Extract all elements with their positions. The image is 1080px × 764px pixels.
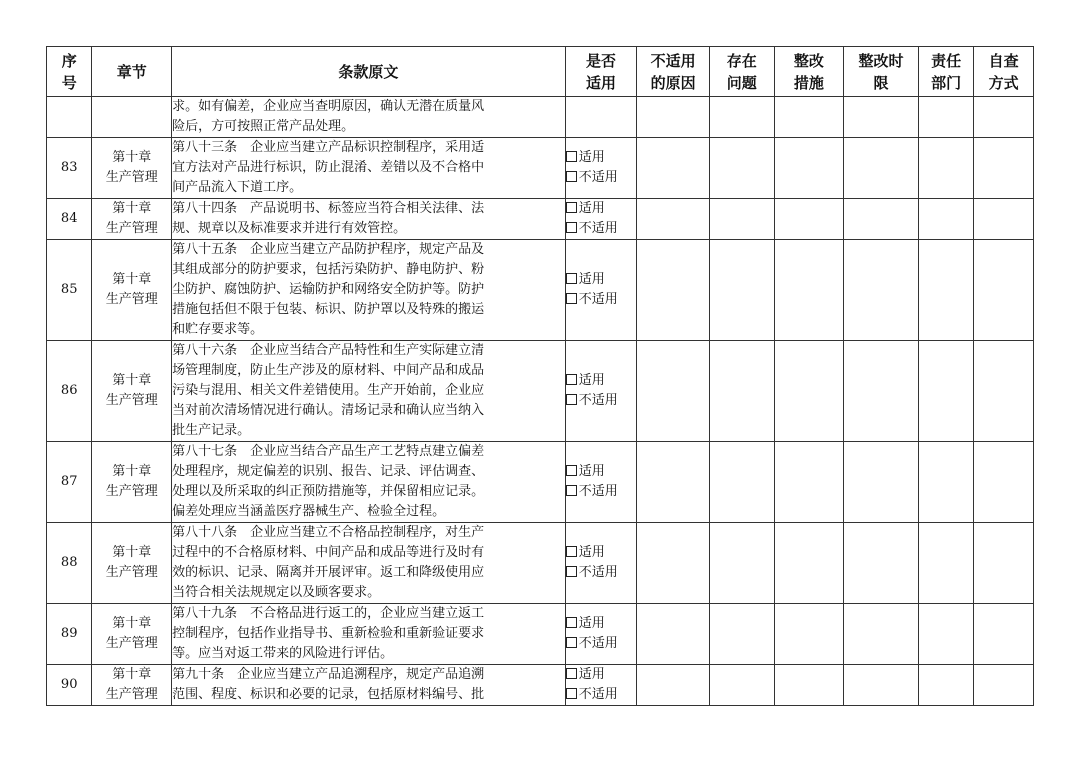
header-chapter: 章节 [92, 47, 172, 97]
cell-method[interactable] [974, 442, 1034, 523]
clause-line: 控制程序，包括作业指导书、重新检验和重新验证要求 [172, 626, 485, 641]
cell-clause [172, 442, 566, 523]
applicable-label: 适用 [578, 667, 605, 682]
cell-measures[interactable] [774, 442, 844, 523]
clause-line: 第八十六条 企业应当结合产品特性和生产实际建立清 [172, 343, 485, 358]
cell-deadline[interactable] [844, 341, 919, 442]
chapter-line: 生产管理 [105, 565, 158, 580]
cell-applicable [565, 97, 637, 138]
header-reason: 不适用 的原因 [637, 47, 710, 97]
cell-measures[interactable] [774, 240, 844, 341]
clause-line: 污染与混用、相关文件差错使用。生产开始前，企业应 [172, 383, 485, 398]
not-applicable-checkbox[interactable] [566, 222, 577, 233]
continuation-row [47, 97, 1034, 138]
cell-chapter [92, 665, 172, 706]
chapter-line: 生产管理 [105, 170, 158, 185]
cell-dept[interactable] [918, 240, 974, 341]
cell-clause: 求。如有偏差，企业应当查明原因，确认无潜在质量风 险后，方可按照正常产品处理。 [172, 97, 566, 138]
applicable-option[interactable] [566, 614, 637, 634]
table-row [47, 138, 1034, 199]
cell-dept[interactable] [918, 442, 974, 523]
clause-line: 过程中的不合格原材料、中间产品和成品等进行及时有 [172, 545, 485, 560]
applicable-checkbox[interactable] [566, 202, 577, 213]
applicable-label: 适用 [578, 616, 605, 631]
self-check-table [46, 46, 1034, 706]
cell-measures[interactable] [774, 523, 844, 604]
not-applicable-checkbox[interactable] [566, 566, 577, 577]
cell-chapter [92, 138, 172, 199]
not-applicable-checkbox[interactable] [566, 171, 577, 182]
not-applicable-label: 不适用 [578, 221, 618, 236]
table-row [47, 442, 1034, 523]
cell-num: 83 [47, 138, 92, 199]
clause-line: 第八十九条 不合格品进行返工的，企业应当建立返工 [172, 606, 485, 621]
cell-num: 86 [47, 341, 92, 442]
cell-reason[interactable] [637, 97, 710, 138]
cell-deadline[interactable] [844, 97, 919, 138]
header-dept: 责任 部门 [918, 47, 974, 97]
cell-issues[interactable] [710, 97, 775, 138]
cell-applicable [565, 442, 637, 523]
cell-measures[interactable] [774, 97, 844, 138]
not-applicable-option[interactable] [566, 219, 637, 239]
cell-issues[interactable] [710, 604, 775, 665]
cell-method[interactable] [974, 604, 1034, 665]
cell-deadline[interactable] [844, 240, 919, 341]
chapter-line: 第十章 [112, 667, 152, 682]
cell-issues[interactable] [710, 442, 775, 523]
applicable-option[interactable] [566, 543, 637, 563]
cell-dept[interactable] [918, 523, 974, 604]
cell-measures[interactable] [774, 341, 844, 442]
applicable-checkbox[interactable] [566, 374, 577, 385]
cell-dept[interactable] [918, 97, 974, 138]
applicable-label: 适用 [578, 464, 605, 479]
not-applicable-label: 不适用 [578, 170, 618, 185]
cell-applicable [565, 665, 637, 706]
chapter-line: 生产管理 [105, 292, 158, 307]
applicable-label: 适用 [578, 201, 605, 216]
table-row [47, 665, 1034, 706]
applicable-option[interactable] [566, 462, 637, 482]
cell-applicable [565, 138, 637, 199]
chapter-line: 第十章 [112, 616, 152, 631]
cell-chapter [92, 604, 172, 665]
applicable-label: 适用 [578, 373, 605, 388]
cell-measures[interactable] [774, 199, 844, 240]
cell-chapter [92, 97, 172, 138]
cell-reason[interactable] [637, 442, 710, 523]
header-deadline: 整改时 限 [844, 47, 919, 97]
cell-clause [172, 665, 566, 706]
clause-line: 范围、程度、标识和必要的记录，包括原材料编号、批 [172, 687, 485, 702]
not-applicable-label: 不适用 [578, 636, 618, 651]
not-applicable-label: 不适用 [578, 393, 618, 408]
table-row [47, 199, 1034, 240]
not-applicable-checkbox[interactable] [566, 637, 577, 648]
not-applicable-checkbox[interactable] [566, 485, 577, 496]
cell-num: 87 [47, 442, 92, 523]
cell-reason[interactable] [637, 604, 710, 665]
applicable-checkbox[interactable] [566, 617, 577, 628]
cell-reason[interactable] [637, 341, 710, 442]
header-clause: 条款原文 [172, 47, 566, 97]
header-applicable: 是否 适用 [565, 47, 637, 97]
cell-reason[interactable] [637, 665, 710, 706]
applicable-label: 适用 [578, 545, 605, 560]
cell-deadline[interactable] [844, 604, 919, 665]
header-seq: 序 号 [47, 47, 92, 97]
not-applicable-option[interactable] [566, 634, 637, 654]
applicable-checkbox[interactable] [566, 465, 577, 476]
cell-method[interactable] [974, 341, 1034, 442]
applicable-option[interactable] [566, 270, 637, 290]
applicable-label: 适用 [578, 150, 605, 165]
chapter-line: 生产管理 [105, 221, 158, 236]
applicable-checkbox[interactable] [566, 273, 577, 284]
cell-num [47, 97, 92, 138]
clause-line: 等。应当对返工带来的风险进行评估。 [172, 646, 394, 661]
chapter-line: 第十章 [112, 545, 152, 560]
chapter-line: 生产管理 [105, 484, 158, 499]
cell-method[interactable] [974, 665, 1034, 706]
cell-method[interactable] [974, 97, 1034, 138]
cell-deadline[interactable] [844, 199, 919, 240]
cell-reason[interactable] [637, 138, 710, 199]
cell-issues[interactable] [710, 199, 775, 240]
applicable-option[interactable] [566, 148, 637, 168]
clause-line: 措施包括但不限于包装、标识、防护罩以及特殊的搬运 [172, 302, 485, 317]
cell-issues[interactable] [710, 138, 775, 199]
not-applicable-option[interactable] [566, 168, 637, 188]
cell-issues[interactable] [710, 240, 775, 341]
cell-reason[interactable] [637, 199, 710, 240]
not-applicable-checkbox[interactable] [566, 293, 577, 304]
cell-clause [172, 138, 566, 199]
cell-applicable [565, 341, 637, 442]
not-applicable-option[interactable] [566, 290, 637, 310]
cell-applicable [565, 604, 637, 665]
applicable-checkbox[interactable] [566, 546, 577, 557]
applicable-option[interactable] [566, 665, 637, 685]
cell-deadline[interactable] [844, 138, 919, 199]
cell-chapter [92, 199, 172, 240]
not-applicable-option[interactable] [566, 482, 637, 502]
clause-line: 场管理制度，防止生产涉及的原材料、中间产品和成品 [172, 363, 485, 378]
chapter-line: 生产管理 [105, 636, 158, 651]
cell-method[interactable] [974, 199, 1034, 240]
cell-chapter [92, 240, 172, 341]
cell-measures[interactable] [774, 604, 844, 665]
cell-dept[interactable] [918, 665, 974, 706]
header-row [47, 47, 1034, 97]
not-applicable-option[interactable] [566, 391, 637, 411]
cell-num: 84 [47, 199, 92, 240]
chapter-line: 第十章 [112, 373, 152, 388]
cell-deadline[interactable] [844, 442, 919, 523]
cell-method[interactable] [974, 240, 1034, 341]
clause-line: 当符合相关法规规定以及顾客要求。 [172, 585, 381, 600]
not-applicable-label: 不适用 [578, 565, 618, 580]
cell-dept[interactable] [918, 604, 974, 665]
not-applicable-option[interactable] [566, 685, 637, 705]
cell-deadline[interactable] [844, 523, 919, 604]
clause-line: 第八十四条 产品说明书、标签应当符合相关法律、法 [172, 201, 485, 216]
not-applicable-label: 不适用 [578, 484, 618, 499]
table-row [47, 604, 1034, 665]
clause-line: 宜方法对产品进行标识，防止混淆、差错以及不合格中 [172, 160, 485, 175]
clause-line: 第八十七条 企业应当结合产品生产工艺特点建立偏差 [172, 444, 485, 459]
chapter-line: 第十章 [112, 464, 152, 479]
cell-clause [172, 199, 566, 240]
clause-line: 处理以及所采取的纠正预防措施等，并保留相应记录。 [172, 484, 485, 499]
cell-num: 90 [47, 665, 92, 706]
clause-line: 第八十八条 企业应当建立不合格品控制程序，对生产 [172, 525, 485, 540]
table-row [47, 341, 1034, 442]
header-method: 自查 方式 [974, 47, 1034, 97]
clause-line: 和贮存要求等。 [172, 322, 264, 337]
cell-chapter [92, 341, 172, 442]
chapter-line: 生产管理 [105, 393, 158, 408]
cell-clause [172, 604, 566, 665]
applicable-checkbox[interactable] [566, 668, 577, 679]
clause-line: 规、规章以及标准要求并进行有效管控。 [172, 221, 407, 236]
cell-num: 88 [47, 523, 92, 604]
header-measures: 整改 措施 [774, 47, 844, 97]
clause-line: 效的标识、记录、隔离并开展评审。返工和降级使用应 [172, 565, 485, 580]
cell-dept[interactable] [918, 341, 974, 442]
applicable-label: 适用 [578, 272, 605, 287]
applicable-option[interactable] [566, 199, 637, 219]
applicable-checkbox[interactable] [566, 151, 577, 162]
not-applicable-label: 不适用 [578, 292, 618, 307]
clause-line: 批生产记录。 [172, 423, 251, 438]
cell-clause [172, 341, 566, 442]
not-applicable-option[interactable] [566, 563, 637, 583]
cell-applicable [565, 199, 637, 240]
clause-line: 处理程序，规定偏差的识别、报告、记录、评估调查、 [172, 464, 485, 479]
cell-issues[interactable] [710, 665, 775, 706]
cell-applicable [565, 523, 637, 604]
clause-line: 第八十三条 企业应当建立产品标识控制程序，采用适 [172, 140, 485, 155]
cell-chapter [92, 523, 172, 604]
applicable-option[interactable] [566, 371, 637, 391]
cell-num: 89 [47, 604, 92, 665]
cell-reason[interactable] [637, 240, 710, 341]
cell-method[interactable] [974, 138, 1034, 199]
cell-num: 85 [47, 240, 92, 341]
table-row [47, 523, 1034, 604]
cell-method[interactable] [974, 523, 1034, 604]
chapter-line: 生产管理 [105, 687, 158, 702]
clause-line: 第九十条 企业应当建立产品追溯程序，规定产品追溯 [172, 667, 485, 682]
cell-dept[interactable] [918, 138, 974, 199]
clause-line: 间产品流入下道工序。 [172, 180, 303, 195]
not-applicable-checkbox[interactable] [566, 394, 577, 405]
clause-line: 偏差处理应当涵盖医疗器械生产、检验全过程。 [172, 504, 446, 519]
not-applicable-label: 不适用 [578, 687, 618, 702]
cell-clause [172, 523, 566, 604]
cell-dept[interactable] [918, 199, 974, 240]
cell-chapter [92, 442, 172, 523]
table-row [47, 240, 1034, 341]
chapter-line: 第十章 [112, 201, 152, 216]
cell-measures[interactable] [774, 665, 844, 706]
cell-measures[interactable] [774, 138, 844, 199]
not-applicable-checkbox[interactable] [566, 688, 577, 699]
cell-reason[interactable] [637, 523, 710, 604]
clause-line: 当对前次清场情况进行确认。清场记录和确认应当纳入 [172, 403, 485, 418]
chapter-line: 第十章 [112, 272, 152, 287]
chapter-line: 第十章 [112, 150, 152, 165]
clause-line: 尘防护、腐蚀防护、运输防护和网络安全防护等。防护 [172, 282, 485, 297]
clause-line: 其组成部分的防护要求，包括污染防护、静电防护、粉 [172, 262, 485, 277]
cell-deadline[interactable] [844, 665, 919, 706]
cell-issues[interactable] [710, 341, 775, 442]
header-issues: 存在 问题 [710, 47, 775, 97]
clause-line: 第八十五条 企业应当建立产品防护程序，规定产品及 [172, 242, 485, 257]
cell-applicable [565, 240, 637, 341]
cell-clause [172, 240, 566, 341]
cell-issues[interactable] [710, 523, 775, 604]
